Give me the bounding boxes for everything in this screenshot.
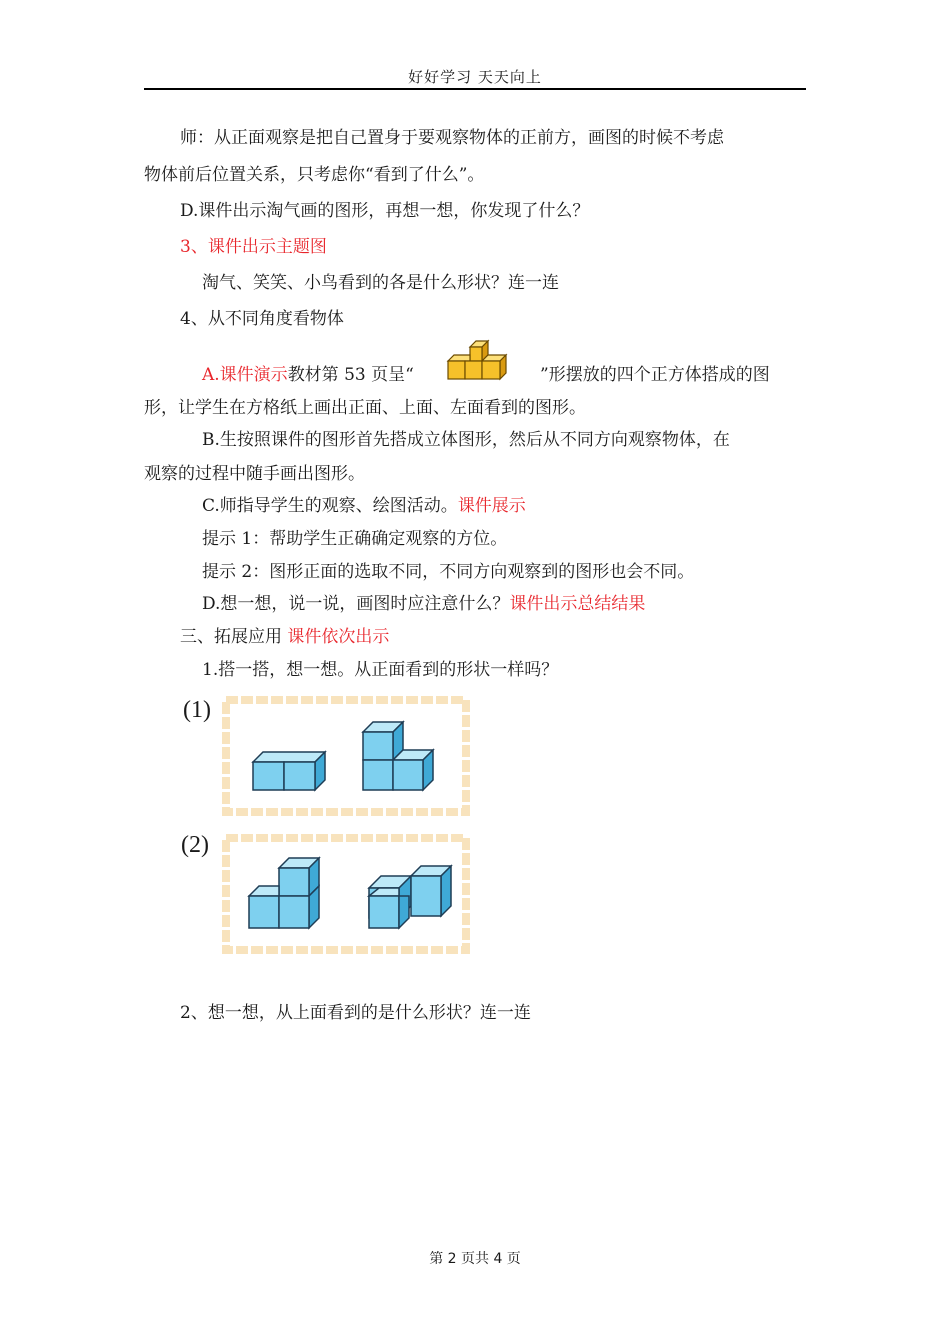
s4-a-text1: 教材第 53 页呈“	[287, 365, 414, 385]
question-2: 2、想一想，从上面看到的是什么形状？连一连	[180, 1003, 531, 1023]
s4-d-text: D.想一想，说一说，画图时应注意什么？	[202, 594, 510, 614]
s4-d-line	[202, 592, 645, 616]
s4-a-line1	[202, 363, 414, 387]
s4-c-line	[202, 494, 526, 518]
section5-title: 三、拓展应用	[180, 627, 282, 647]
header-rule	[144, 88, 806, 90]
section3-text: 淘气、笑笑、小鸟看到的各是什么形状？连一连	[202, 273, 559, 293]
section4-title: 4、从不同角度看物体	[180, 309, 344, 329]
figure2-label: (2)	[181, 832, 209, 858]
page-footer: 第 2 页共 4 页	[429, 1251, 521, 1267]
s4-a-text2: ”形摆放的四个正方体搭成的图	[540, 365, 770, 385]
p1-line2: 物体前后位置关系，只考虑你“看到了什么”。	[144, 165, 485, 185]
pd1-text: D.课件出示淘气画的图形，再想一想，你发现了什么？	[180, 201, 590, 221]
s4-c-text: C.师指导学生的观察、绘图活动。	[202, 496, 458, 516]
figure2-frame	[220, 832, 472, 956]
page-header: 好好学习 天天向上	[408, 68, 542, 86]
s4-b-line1: B.生按照课件的图形首先搭成立体图形，然后从不同方向观察物体，在	[202, 430, 730, 450]
section5-title-red: 课件依次出示	[287, 627, 390, 647]
s4-c-red: 课件展示	[457, 496, 526, 516]
section3-title: 3、课件出示主题图	[180, 237, 327, 257]
figure1-label: (1)	[183, 697, 211, 723]
tip2: 提示 2：图形正面的选取不同，不同方向观察到的图形也会不同。	[202, 562, 695, 582]
question-1: 1.搭一搭，想一想。从正面看到的形状一样吗？	[202, 660, 559, 680]
s4-d-red: 课件出示总结结果	[509, 594, 646, 614]
p1-line1: 师：从正面观察是把自己置身于要观察物体的正前方，画图的时候不考虑	[180, 128, 724, 148]
yellow-cubes-icon	[446, 339, 510, 381]
section5-title-line	[180, 625, 389, 649]
figure1-frame	[220, 694, 472, 818]
s4-b-line2: 观察的过程中随手画出图形。	[144, 464, 365, 484]
s4-a-line2: 形，让学生在方格纸上画出正面、上面、左面看到的图形。	[144, 398, 586, 418]
s4-a-red: A.课件演示	[202, 365, 288, 385]
tip1: 提示 1：帮助学生正确确定观察的方位。	[202, 529, 508, 549]
